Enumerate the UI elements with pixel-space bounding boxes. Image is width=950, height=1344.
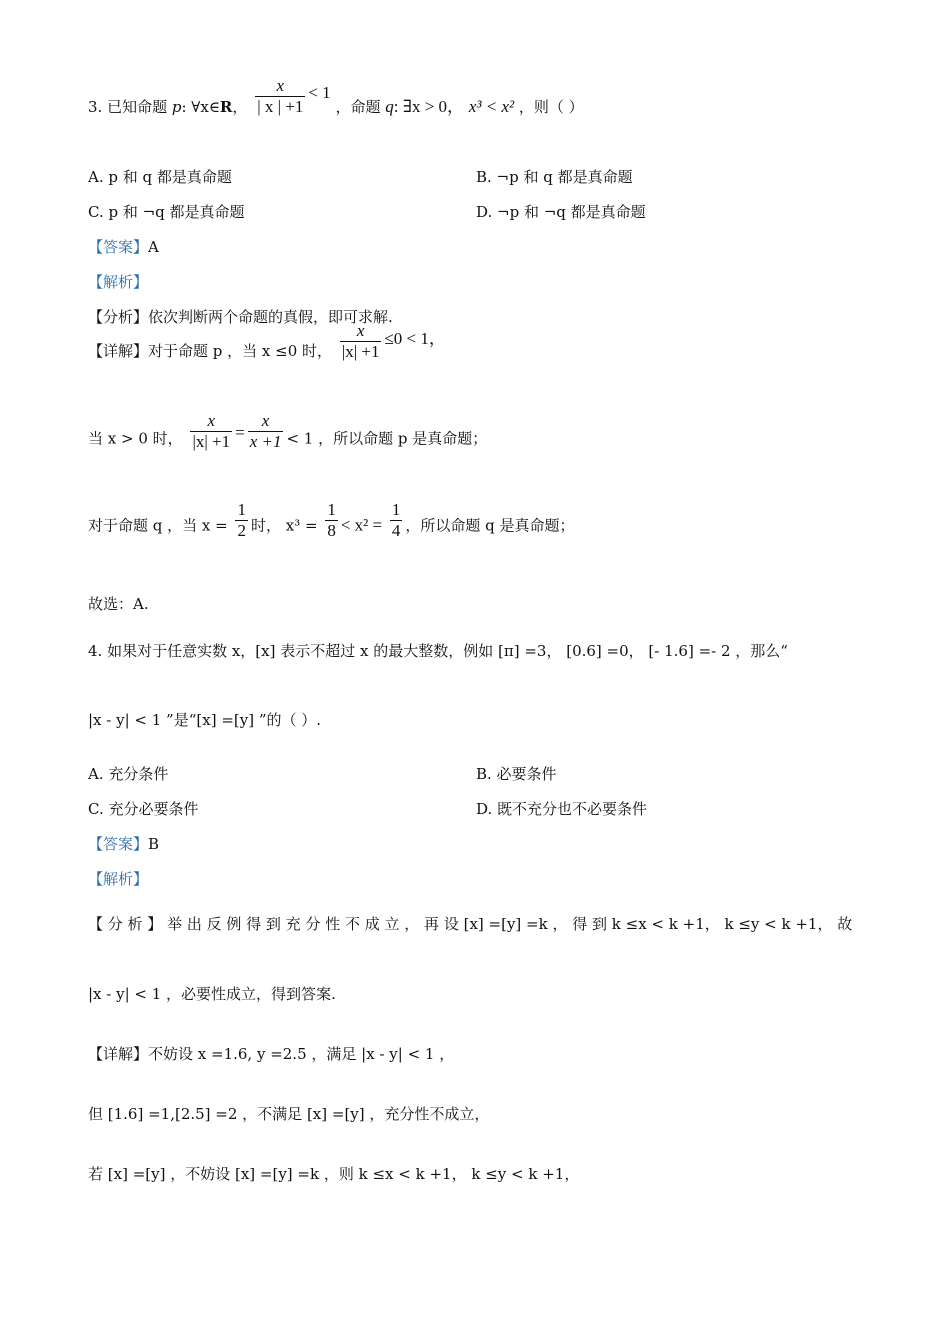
q3-d3-mid: 时， x³ =	[250, 516, 318, 535]
q3-detail1-frac	[340, 321, 382, 362]
q3-d1-den: |x| +1	[341, 341, 380, 361]
q3-answer-tag: 【答案】	[88, 238, 149, 256]
q3-d1-tail: ≤0 < 1，	[384, 329, 446, 348]
q3-option-d: D. ¬p 和 ¬q 都是真命题	[476, 203, 646, 221]
q3-ineq: x³ < x²	[468, 97, 515, 116]
q3-option-b: B. ¬p 和 q 都是真命题	[476, 168, 633, 186]
q4-detail-1: 【详解】不妨设 x =1.6, y =2.5 ，满足 |x - y| < 1 ，	[88, 1045, 455, 1063]
q3-frac-num: x	[255, 76, 305, 97]
q3-d2-den1: |x| +1	[192, 432, 231, 451]
q3-d3-n1: 1	[237, 500, 246, 519]
q3-stem-prefix: 3. 已知命题	[88, 98, 168, 116]
q3-d2-num2: x	[248, 411, 284, 432]
q3-frac-den: | x | +1	[257, 96, 304, 116]
q3-detail1-text: 对于命题 p ，当 x ≤0 时，	[148, 342, 333, 360]
q3-d3-frac3	[390, 500, 403, 541]
q4-answer-line	[88, 834, 159, 854]
q3-d2-tail: < 1 ，所以命题 p 是真命题；	[286, 429, 488, 448]
q3-d2-den2: x +1	[249, 432, 282, 451]
q4-option-a: A. 充分条件	[88, 765, 169, 783]
q3-detail-1	[88, 320, 446, 384]
q3-detail-3	[88, 500, 575, 554]
q3-fenxi: 【分析】依次判断两个命题的真假，即可求解.	[88, 308, 393, 326]
q3-detail2-frac1	[190, 411, 232, 452]
q3-d3-d3: 4	[391, 521, 401, 540]
q3-d3-n2: 1	[327, 500, 336, 519]
q3-lt1: < 1	[308, 83, 331, 102]
q3-p: p	[171, 98, 182, 116]
q4-fenxi-2: |x - y| < 1 ，必要性成立，得到答案.	[88, 985, 336, 1003]
q4-detail-3: 若 [x] =[y] ，不妨设 [x] =[y] =k ，则 k ≤x < k +1， k ≤y < k +1，	[88, 1165, 580, 1183]
q3-detail-2	[88, 411, 488, 469]
q3-d3-mid2: < x² =	[340, 515, 383, 535]
q4-stem-2: |x - y| < 1 ”是“[x] =[y] ”的（ ）.	[88, 711, 322, 729]
q4-fenxi-1: 【 分 析 】 举 出 反 例 得 到 充 分 性 不 成 立 ， 再 设 [x] =[y] =k ， 得 到 k ≤x < k +1， k ≤y < k +1， 故	[88, 915, 853, 933]
q4-stem-1: 4. 如果对于任意实数 x，[x] 表示不超过 x 的最大整数，例如 [π] =3， [0.6] =0， [- 1.6] =- 2 ，那么“	[88, 642, 788, 660]
q4-option-c: C. 充分必要条件	[88, 800, 199, 818]
q3-choose: 故选：A.	[88, 595, 149, 613]
q3-option-a: A. p 和 q 都是真命题	[88, 168, 232, 186]
q3-detail2-pre: 当 x > 0 时，	[88, 429, 183, 448]
q3-answer: A	[148, 238, 159, 256]
q3-d3-frac1	[235, 500, 248, 541]
q3-forall: : ∀x∈	[181, 98, 220, 116]
q3-q: q	[385, 97, 394, 116]
q4-option-b: B. 必要条件	[476, 765, 557, 783]
q3-answer-line	[88, 237, 159, 257]
q3-fraction	[255, 76, 305, 117]
q3-tail: ，则（ ）	[518, 98, 584, 116]
q3-d1-num: x	[340, 321, 382, 342]
q3-detail2-frac2	[248, 411, 284, 452]
q3-comma: ，	[232, 98, 248, 116]
q3-stem	[88, 75, 584, 136]
q3-d2-eq: =	[235, 422, 245, 442]
q4-answer-tag: 【答案】	[88, 835, 149, 853]
q4-option-d: D. 既不充分也不必要条件	[476, 800, 648, 818]
q3-mid: ，命题	[335, 98, 381, 116]
q4-answer: B	[148, 835, 160, 853]
q3-option-c: C. p 和 ¬q 都是真命题	[88, 203, 245, 221]
q3-d2-num1: x	[190, 411, 232, 432]
q3-d3-d1: 2	[237, 521, 246, 540]
q3-analysis-tag: 【解析】	[88, 273, 149, 291]
q3-d3-n3: 1	[391, 500, 401, 519]
q3-R: R	[219, 98, 233, 116]
q3-exists: : ∃x > 0，	[393, 97, 465, 116]
q3-d3-d2: 8	[327, 521, 336, 540]
q3-detail1-tag: 【详解】	[88, 342, 149, 360]
q4-detail-2: 但 [1.6] =1,[2.5] =2 ，不满足 [x] =[y] ，充分性不成立，	[88, 1105, 490, 1123]
q3-d3-frac2	[325, 500, 338, 541]
q4-analysis-tag: 【解析】	[88, 870, 149, 888]
q3-d3-tail: ，所以命题 q 是真命题；	[405, 516, 575, 535]
q3-detail3-pre: 对于命题 q ，当 x =	[88, 516, 228, 535]
